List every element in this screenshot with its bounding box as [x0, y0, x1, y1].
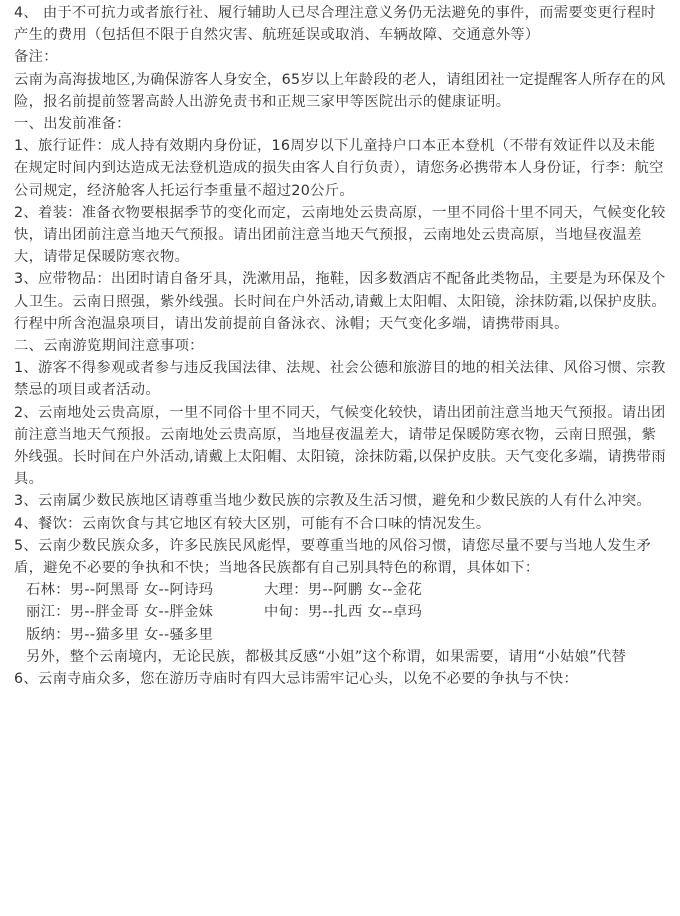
paragraph-miss-title-note: 另外，整个云南境内，无论民族，都极其反感“小姐”这个称谓，如果需要，请用“小姑娘”代替: [26, 648, 627, 665]
paragraph-temple-taboos: 6、云南寺庙众多，您在游历寺庙时有四大忌讳需牢记心头，以免不必要的争执与不快：: [14, 671, 579, 688]
paragraph-items-to-bring: 3、应带物品：出团时请自备牙具，洗漱用品，拖鞋，因多数酒店不配备此类物品，主要是为环保及个人卫生。云南日照强，紫外线强。长时间在户外活动,请戴上太阳帽、太阳镜，涂抹防霜,以保护皮肤。行程中所含泡温泉项目，请出发前提前自备泳衣、泳帽；天气变化多端，请携带雨具。: [14, 271, 666, 332]
paragraph-laws-customs: 1、游客不得参观或者参与违反我国法律、法规、社会公德和旅游目的地的相关法律、风俗习惯、宗教禁忌的项目或者活动。: [14, 360, 666, 399]
titles-entry: 大理：男--阿鹏 女--金花: [264, 582, 423, 599]
titles-row: [26, 579, 666, 601]
paragraph-weather: 2、云南地处云贵高原，一里不同俗十里不同天，气候变化较快，请出团前注意当地天气预报。请出团前注意当地天气预报。云南地处云贵高原，当地昼夜温差大，请带足保暖防寒衣物，云南日照强，紫外线强。长时间在户外活动,请戴上太阳帽、太阳镜，涂抹防霜,以保护皮肤。天气变化多端，请携带雨具。: [14, 404, 666, 488]
paragraph-force-majeure: 4、 由于不可抗力或者旅行社、履行辅助人已尽合理注意义务仍无法避免的事件，而需要变更行程时产生的费用（包括但不限于自然灾害、航班延误或取消、车辆故障、交通意外等）: [14, 5, 656, 44]
ethnic-titles-list: [14, 579, 666, 646]
section-heading-preparation: 一、出发前准备：: [14, 116, 131, 133]
titles-entry: 石林：男--阿黑哥 女--阿诗玛: [26, 582, 214, 599]
section-heading-precautions: 二、云南游览期间注意事项：: [14, 338, 204, 355]
paragraph-food: 4、餐饮：云南饮食与其它地区有较大区别，可能有不合口味的情况发生。: [14, 515, 491, 532]
titles-entry: 中甸：男--扎西 女--卓玛: [264, 604, 423, 621]
paragraph-altitude-warning: 云南为高海拔地区,为确保游客人身安全，65岁以上年龄段的老人，请组团社一定提醒客人所存在的风险，报名前提前签署高龄人出游免责书和正规三家甲等医院出示的健康证明。: [14, 71, 666, 110]
titles-entry: 版纳：男--猫多里 女--骚多里: [26, 626, 214, 643]
paragraph-ethnic-respect: 3、云南属少数民族地区请尊重当地少数民族的宗教及生活习惯，避免和少数民族的人有什么冲突。: [14, 493, 652, 510]
titles-row: [26, 601, 666, 623]
paragraph-ethnic-titles: 5、云南少数民族众多，许多民族民风彪悍，要尊重当地的风俗习惯，请您尽量不要与当地人发生矛盾，避免不必要的争执和不快；当地各民族都有自己别具特色的称谓，具体如下：: [14, 537, 652, 577]
titles-row: [26, 624, 666, 646]
remarks-heading: 备注：: [14, 49, 58, 66]
paragraph-travel-documents: 1、旅行证件：成人持有效期内身份证，16周岁以下儿童持户口本正本登机（不带有效证件以及未能在规定时间内到达造成无法登机造成的损失由客人自行负责），请您务必携带本人身份证，行李：航空公司规定，经济舱客人托运行李重量不超过20公斤。: [14, 138, 664, 199]
titles-entry: 丽江：男--胖金哥 女--胖金妹: [26, 604, 214, 621]
paragraph-clothing: 2、着装：准备衣物要根据季节的变化而定，云南地处云贵高原，一里不同俗十里不同天，气候变化较快，请出团前注意当地天气预报。请出团前注意当地天气预报，云南地处云贵高原，当地昼夜温差大，请带足保暖防寒衣物。: [14, 204, 666, 266]
